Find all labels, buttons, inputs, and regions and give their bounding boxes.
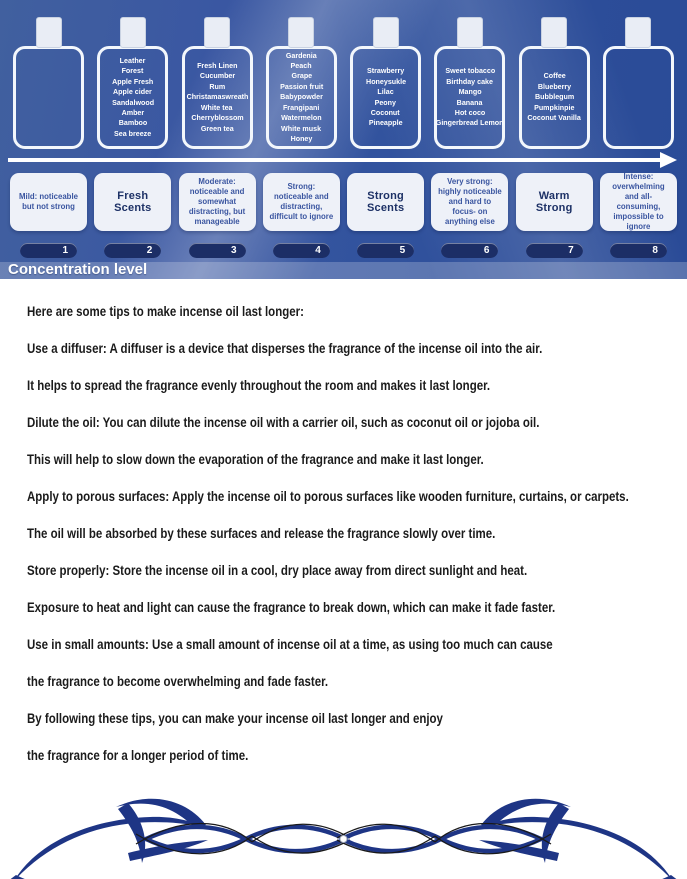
level-number: 4 (315, 244, 321, 256)
bottle-body (434, 46, 505, 149)
tip-text: the fragrance for a longer period of time. (27, 747, 249, 763)
level-pill (20, 243, 77, 258)
scent-label: Fresh Linen (196, 61, 238, 71)
scent-label: Watermelon (281, 113, 322, 123)
level-box: Very strong: highly noticeable and hard to focus- on anything else (431, 173, 508, 231)
scent-label: Mango (458, 87, 482, 97)
scent-label: Grape (291, 71, 312, 81)
scent-label: Apple cider (113, 87, 153, 97)
scent-label: Hot coco (454, 107, 486, 117)
scent-label: Gingerbread Lemon (436, 118, 504, 128)
scent-label: Peach (290, 61, 312, 71)
scent-label: White tea (201, 102, 233, 112)
level-pill (526, 243, 583, 258)
scent-label: Coffee (543, 71, 566, 81)
scent-label: Frangipani (283, 102, 320, 112)
level-box: Mild: noticeable but not strong (10, 173, 87, 231)
level-number: 5 (399, 244, 406, 256)
level-box: Fresh Scents (94, 173, 171, 231)
bottle-cap-icon (288, 17, 314, 48)
scent-label: Coconut Vanilla (527, 113, 581, 123)
level-pill (441, 243, 498, 258)
level-pill (189, 243, 246, 258)
bottle-cap-icon (625, 17, 651, 48)
pill-col (516, 243, 593, 258)
pills-row (0, 243, 687, 258)
scent-label: Honeysukle (365, 76, 406, 86)
level-pill (357, 243, 414, 258)
levels-row (0, 173, 687, 231)
tip-text: It helps to spread the fragrance evenly throughout the room and makes it last longer. (27, 377, 491, 393)
scent-label: Blueberry (537, 81, 571, 91)
bottle-body (350, 46, 421, 149)
pill-col (10, 243, 87, 258)
scent-label: Cucumber (199, 71, 235, 81)
level-box: Strong Scents (347, 173, 424, 231)
scent-label: Banana (457, 97, 483, 107)
scent-label: Bamboo (118, 118, 148, 128)
scent-list (269, 51, 334, 145)
scent-label: Leather (119, 55, 146, 65)
bottle-cap-icon (541, 17, 567, 48)
scent-label: White musk (281, 123, 322, 133)
level-pill (610, 243, 667, 258)
bottles-row (0, 17, 687, 149)
bottle-cap-icon (120, 17, 146, 48)
scent-list (353, 66, 418, 128)
scent-label: Coconut (371, 107, 401, 117)
scent-bottle (600, 17, 677, 149)
scent-bottle (94, 17, 171, 149)
pill-col (263, 243, 340, 258)
pill-col (179, 243, 256, 258)
bottle-body (13, 46, 84, 149)
concentration-level-label: Concentration level (8, 261, 148, 278)
scent-label: Sweet tobacco (444, 66, 495, 76)
scent-label: Apple Fresh (112, 76, 154, 86)
tip-text: Store properly: Store the incense oil in a cool, dry place away from direct sunlight and heat. (27, 562, 528, 578)
tip-text: Exposure to heat and light can cause the fragrance to break down, which can make it fade faster. (27, 599, 556, 615)
scent-label: Passion fruit (279, 81, 323, 91)
scent-label: Strawberry (367, 66, 405, 76)
scent-bottle (179, 17, 256, 149)
level-pill (104, 243, 161, 258)
scent-bottle (431, 17, 508, 149)
scent-label: Pineapple (368, 118, 403, 128)
level-number: 2 (146, 244, 153, 256)
pill-col (94, 243, 171, 258)
scent-banner (0, 0, 687, 279)
level-box: Warm Strong (516, 173, 593, 231)
scent-label: Honey (290, 133, 313, 143)
bottle-body (182, 46, 253, 149)
scent-list (185, 61, 250, 134)
scent-label: Birthday cake (446, 76, 494, 86)
scent-bottle (263, 17, 340, 149)
tip-text: The oil will be absorbed by these surfaces and release the fragrance slowly over time. (27, 525, 496, 541)
pill-col (600, 243, 677, 258)
scent-label: Gardenia (285, 50, 317, 60)
tip-text: This will help to slow down the evaporation of the fragrance and make it last longer. (27, 451, 484, 467)
tip-text: Use in small amounts: Use a small amount of incense oil at a time, as using too much can cause (27, 636, 553, 652)
scent-label: Cherryblossom (190, 113, 244, 123)
scent-label: Amber (121, 107, 145, 117)
right-arrow-icon (8, 151, 678, 169)
level-box: Moderate: noticeable and somewhat distracting, but manageable (179, 173, 256, 231)
level-number: 3 (231, 244, 237, 256)
bottle-body (603, 46, 674, 149)
bottle-body (519, 46, 590, 149)
tip-text: Dilute the oil: You can dilute the incense oil with a carrier oil, such as coconut oil or jojoba oil. (27, 414, 540, 430)
bottle-cap-icon (36, 17, 62, 48)
scent-list (100, 56, 165, 139)
scent-label: Sea breeze (114, 128, 152, 138)
bottle-body (97, 46, 168, 149)
scent-bottle (516, 17, 593, 149)
bottle-body (266, 46, 337, 149)
pill-col (431, 243, 508, 258)
scent-label: Rum (209, 81, 225, 91)
bottle-cap-icon (457, 17, 483, 48)
tip-text: Use a diffuser: A diffuser is a device that disperses the fragrance of the incense oil into the air. (27, 340, 543, 356)
scent-label: Lilac (377, 87, 394, 97)
tribal-divider-graphic (0, 785, 687, 879)
scent-label: Peony (374, 97, 397, 107)
tip-text: By following these tips, you can make your incense oil last longer and enjoy (27, 710, 443, 726)
scent-label: Sandalwood (111, 97, 154, 107)
tip-text: Here are some tips to make incense oil last longer: (27, 303, 304, 319)
scent-bottle (347, 17, 424, 149)
pill-col (347, 243, 424, 258)
scent-list (522, 71, 587, 123)
tips-section (0, 279, 687, 763)
scent-label: Christamaswreath (186, 92, 248, 102)
scent-label: Bubblegum (534, 92, 574, 102)
scent-label: Forest (121, 66, 144, 76)
bottle-cap-icon (373, 17, 399, 48)
tip-text: Apply to porous surfaces: Apply the incense oil to porous surfaces like wooden furniture, curtains, or carpets. (27, 488, 629, 504)
level-number: 1 (62, 244, 68, 256)
scent-label: Babypowder (279, 92, 323, 102)
scent-label: Green tea (200, 123, 234, 133)
scent-list (437, 66, 502, 128)
level-number: 8 (652, 244, 658, 256)
tip-text: the fragrance to become overwhelming and fade faster. (27, 673, 329, 689)
level-number: 6 (483, 244, 490, 256)
bottle-cap-icon (204, 17, 230, 48)
scent-bottle (10, 17, 87, 149)
level-box: Strong: noticeable and distracting, difficult to ignore (263, 173, 340, 231)
level-pill (273, 243, 330, 258)
scent-label: Pumpkinpie (533, 102, 575, 112)
level-box: Intense: overwhelming and all-consuming, impossible to ignore (600, 173, 677, 231)
level-number: 7 (568, 244, 574, 256)
